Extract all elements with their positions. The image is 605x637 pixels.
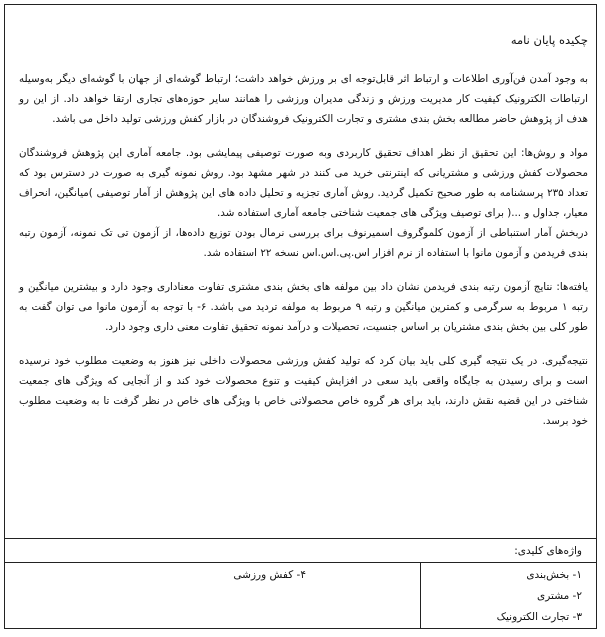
abstract-page-frame: [4, 4, 597, 629]
keywords-heading-rule: [5, 562, 596, 563]
keyword-item: ۳- تجارت الکترونیک: [496, 611, 582, 623]
conclusion-paragraph: [19, 351, 588, 431]
methods-paragraph: [19, 143, 588, 263]
keywords-heading: واژه‌های کلیدی:: [514, 545, 582, 557]
intro-paragraph: [19, 69, 588, 129]
keywords-column-divider: [420, 563, 421, 628]
intro-text: به وجود آمدن فن‌آوری اطلاعات و ارتباط اثر قابل‌توجه ای بر ورزش خواهد داشت؛ ارتباط گوشه‌ای از جهان با گوشه‌ای دیگر به‌وسیله ارتباطات الکترونیک کیفیت کار مدیریت ورزش و زندگی مدیران ورزشی را همانند سایر حوزه‌های تجاری ارتقا خواهد داد. از این رو هدف از پژوهش حاضر مطالعه بخش بندی مشتری و تجارت الکترونیک فروشندگان در بازار کفش ورزشی تولید داخل می باشد.: [19, 73, 588, 125]
findings-paragraph: [19, 277, 588, 337]
methods-text-2: دربخش آمار استنباطی از آزمون کلموگروف اسمیرنوف برای بررسی نرمال بودن توزیع داده‌ها، از آزمون تی تک نمونه، آزمون رتبه بندی فریدمن و آزمون مانوا با استفاده از نرم افزار اس.پی.اس.اس نسخه ۲۲ استفاده شد.: [19, 227, 588, 259]
keyword-item: ۴- کفش ورزشی: [233, 569, 306, 581]
abstract-section: [5, 5, 596, 538]
conclusion-text: نتیجه‌گیری. در یک نتیجه گیری کلی باید بیان کرد که تولید کفش ورزشی محصولات داخلی نیز هنوز به وضعیت مطلوب خود نرسیده است و برای رسیدن به جایگاه واقعی باید سعی در افزایش کیفیت و تنوع محصولات خود کند و از آنجایی که ویژگی های جمعیت شناختی در این قضیه نقش دارند، باید برای هر گروه خاص محصولاتی خاص با ویژگی های خاص در نظر گرفت تا به وضعیت مطلوب خود برسد.: [19, 355, 588, 427]
methods-text-1: مواد و روش‌ها: این تحقیق از نظر اهداف تحقیق کاربردی وبه صورت توصیفی پیمایشی بود. جامعه آماری این پژوهش فروشندگان محصولات کفش ورزشی و مشتریانی که اینترنتی خرید می کنند در شهر مشهد بود. روش نمونه گیری به صورت در دسترس بود که تعداد ۲۳۵ پرسشنامه به طور صحیح تکمیل گردید. روش آماری تجزیه و تحلیل داده های این پژوهش از آمار توصیفی )میانگین، انحراف معیار، جداول و ...( برای توصیف ویژگی های جمعیت شناختی جامعه آماری استفاده شد.: [19, 147, 588, 219]
keyword-item: ۱- بخش‌بندی: [526, 569, 582, 581]
abstract-title: چکیده پایان نامه: [510, 33, 588, 47]
keywords-table: [5, 539, 596, 628]
findings-text: یافته‌ها: نتایج آزمون رتبه بندی فریدمن نشان داد بین مولفه های بخش بندی مشتری تفاوت معناداری وجود دارد و بیشترین میانگین و رتبه ۱ مربوط به سرگرمی و کمترین میانگین و رتبه ۹ مربوط به مولفه تردید می باشد. ۶- با توجه به آزمون مانوا می توان گفت به طور کلی بین بخش بندی مشتریان بر اساس جنسیت، تحصیلات و درآمد نمونه تحقیق تفاوت معنی داری وجود دارد.: [19, 281, 588, 333]
keyword-item: ۲- مشتری: [537, 590, 582, 602]
